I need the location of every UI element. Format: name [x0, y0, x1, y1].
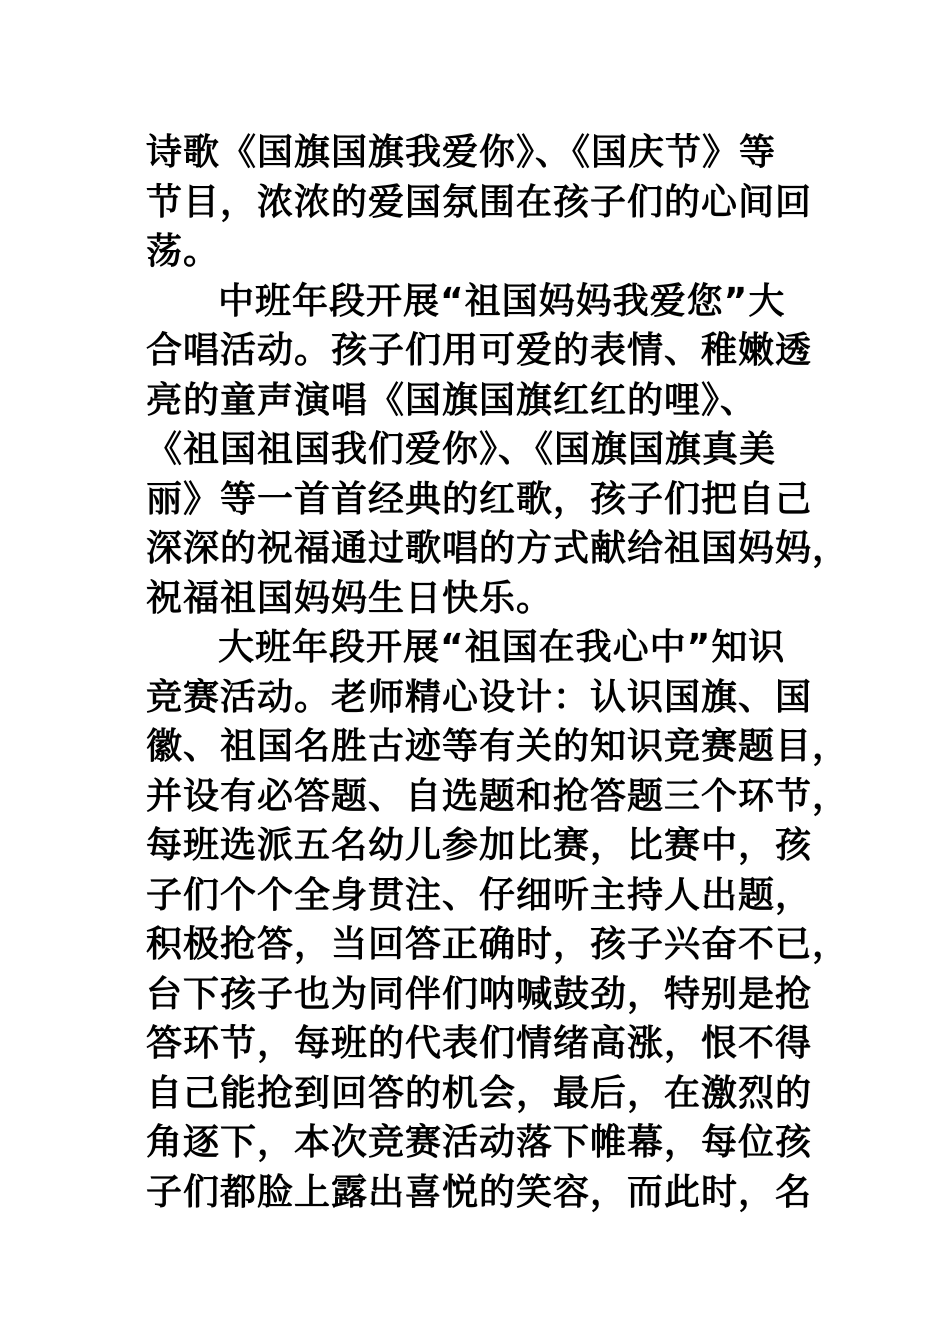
paragraph-3 — [146, 623, 850, 1217]
text-line: 子们都脸上露出喜悦的笑容，而此时，名 — [146, 1171, 813, 1213]
paragraph-1 — [146, 128, 813, 277]
text-line: 每班选派五名幼儿参加比赛，比赛中，孩 — [146, 825, 813, 866]
text-line-indented — [146, 277, 806, 327]
paragraph-2 — [146, 277, 850, 624]
text-line: 台下孩子也为同伴们呐喊鼓劲，特别是抢 — [146, 973, 813, 1015]
text-line: 合唱活动。孩子们用可爱的表情、稚嫩透 — [146, 330, 813, 371]
text-line: 《祖国祖国我们爱你》、《国旗国旗真美 — [146, 429, 777, 470]
text-line: 并设有必答题、自选题和抢答题三个环节， — [146, 775, 850, 817]
text-line: 角逐下，本次竞赛活动落下帷幕，每位孩 — [146, 1122, 813, 1163]
body-text — [146, 128, 850, 1217]
text-line: 自己能抢到回答的机会，最后，在激烈的 — [146, 1072, 813, 1114]
text-line: 荡。 — [146, 231, 221, 272]
text-line: 子们个个全身贯注、仔细听主持人出题， — [146, 874, 813, 916]
text-line: 积极抢答，当回答正确时，孩子兴奋不已， — [146, 924, 850, 965]
text-line: 深深的祝福通过歌唱的方式献给祖国妈妈， — [146, 528, 850, 569]
text-line: 丽》等一首首经典的红歌，孩子们把自己 — [146, 478, 813, 520]
text-line: 节目，浓浓的爱国氛围在孩子们的心间回 — [146, 181, 813, 223]
text-line: 答环节，每班的代表们情绪高涨，恨不得 — [146, 1023, 813, 1064]
text-line: 祝福祖国妈妈生日快乐。 — [146, 577, 554, 619]
text-line: 竞赛活动。老师精心设计：认识国旗、国 — [146, 676, 813, 718]
text-line-content: 中班年段开展“祖国妈妈我爱您”大 — [218, 280, 786, 322]
text-line: 徽、祖国名胜古迹等有关的知识竞赛题目， — [146, 726, 850, 767]
text-line: 亮的童声演唱《国旗国旗红红的哩》、 — [146, 379, 758, 421]
text-line-content: 大班年段开展“祖国在我心中”知识 — [218, 627, 786, 668]
text-line-indented — [146, 623, 806, 673]
text-line: 诗歌《国旗国旗我爱你》、《国庆节》等 — [146, 132, 777, 173]
